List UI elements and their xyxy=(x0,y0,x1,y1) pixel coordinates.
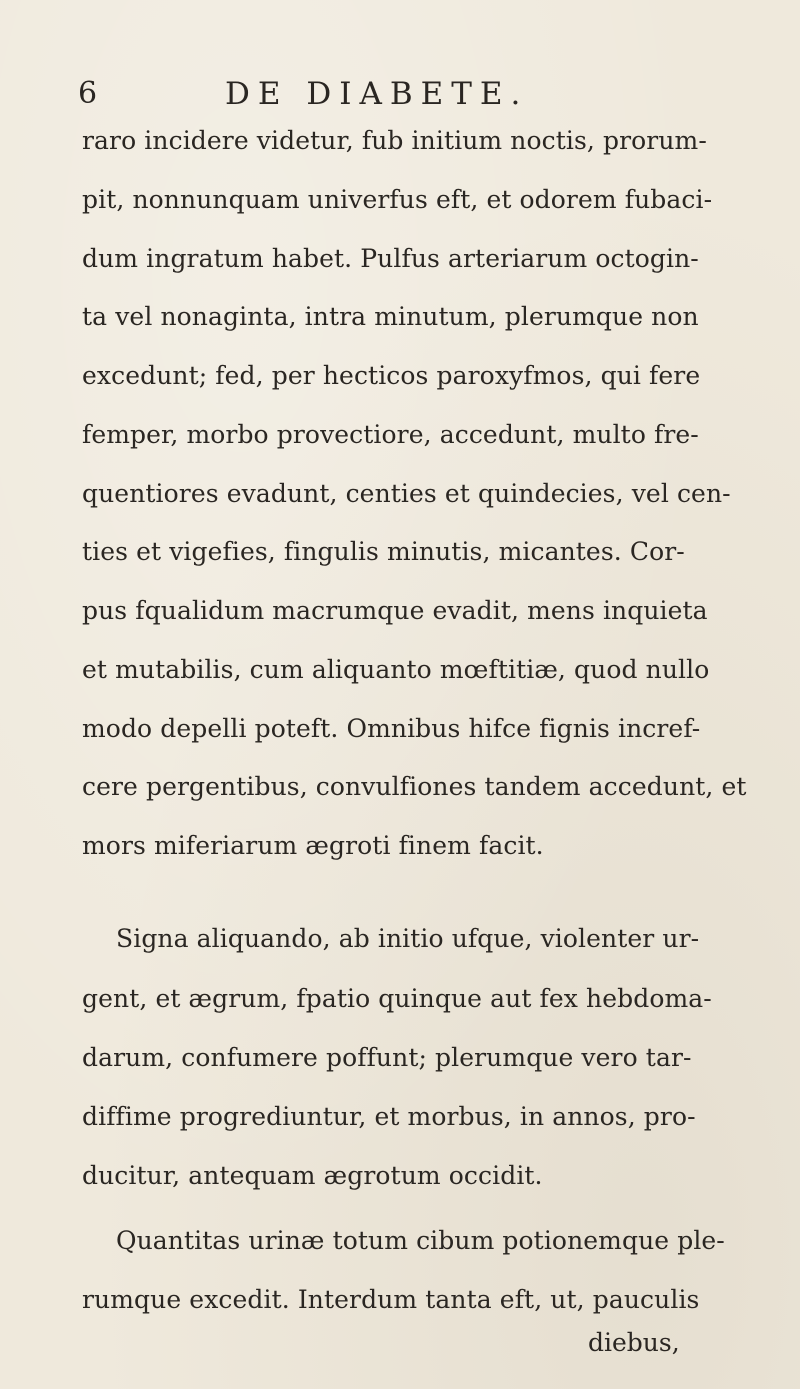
text-line: darum, confumere poffunt; plerumque vero tar- xyxy=(82,1043,692,1072)
text-line: mors miferiarum ægroti finem facit. xyxy=(82,831,544,860)
page-header xyxy=(0,72,800,122)
text-line: pus fqualidum macrumque evadit, mens inquieta xyxy=(82,596,708,625)
text-line: et mutabilis, cum aliquanto mœftitiæ, quod nullo xyxy=(82,655,710,684)
text-line: diffime progrediuntur, et morbus, in annos, pro- xyxy=(82,1102,696,1131)
text-line: Signa aliquando, ab initio ufque, violenter ur- xyxy=(116,924,700,953)
catchword: diebus, xyxy=(588,1328,680,1357)
text-line: Quantitas urinæ totum cibum potionemque ple- xyxy=(116,1226,725,1255)
text-line: rumque excedit. Interdum tanta eft, ut, pauculis xyxy=(82,1285,700,1314)
page-number: 6 xyxy=(78,76,99,111)
text-line: pit, nonnunquam univerfus eft, et odorem fubaci- xyxy=(82,185,713,214)
text-line: femper, morbo provectiore, accedunt, multo fre- xyxy=(82,420,699,449)
text-line: excedunt; fed, per hecticos paroxyfmos, qui fere xyxy=(82,361,701,390)
text-line: ties et vigefies, fingulis minutis, micantes. Cor- xyxy=(82,537,685,566)
text-line: modo depelli poteft. Omnibus hifce fignis incref- xyxy=(82,714,701,743)
text-line: quentiores evadunt, centies et quindecies, vel cen- xyxy=(82,479,731,508)
text-line: ducitur, antequam ægrotum occidit. xyxy=(82,1161,543,1190)
running-title: DE DIABETE. xyxy=(225,76,529,112)
text-line: ta vel nonaginta, intra minutum, plerumque non xyxy=(82,302,699,331)
text-line: dum ingratum habet. Pulfus arteriarum octogin- xyxy=(82,244,699,273)
text-line: cere pergentibus, convulfiones tandem accedunt, et xyxy=(82,772,747,801)
text-line: gent, et ægrum, fpatio quinque aut fex hebdoma- xyxy=(82,984,712,1013)
text-line: raro incidere videtur, fub initium noctis, prorum- xyxy=(82,126,707,155)
